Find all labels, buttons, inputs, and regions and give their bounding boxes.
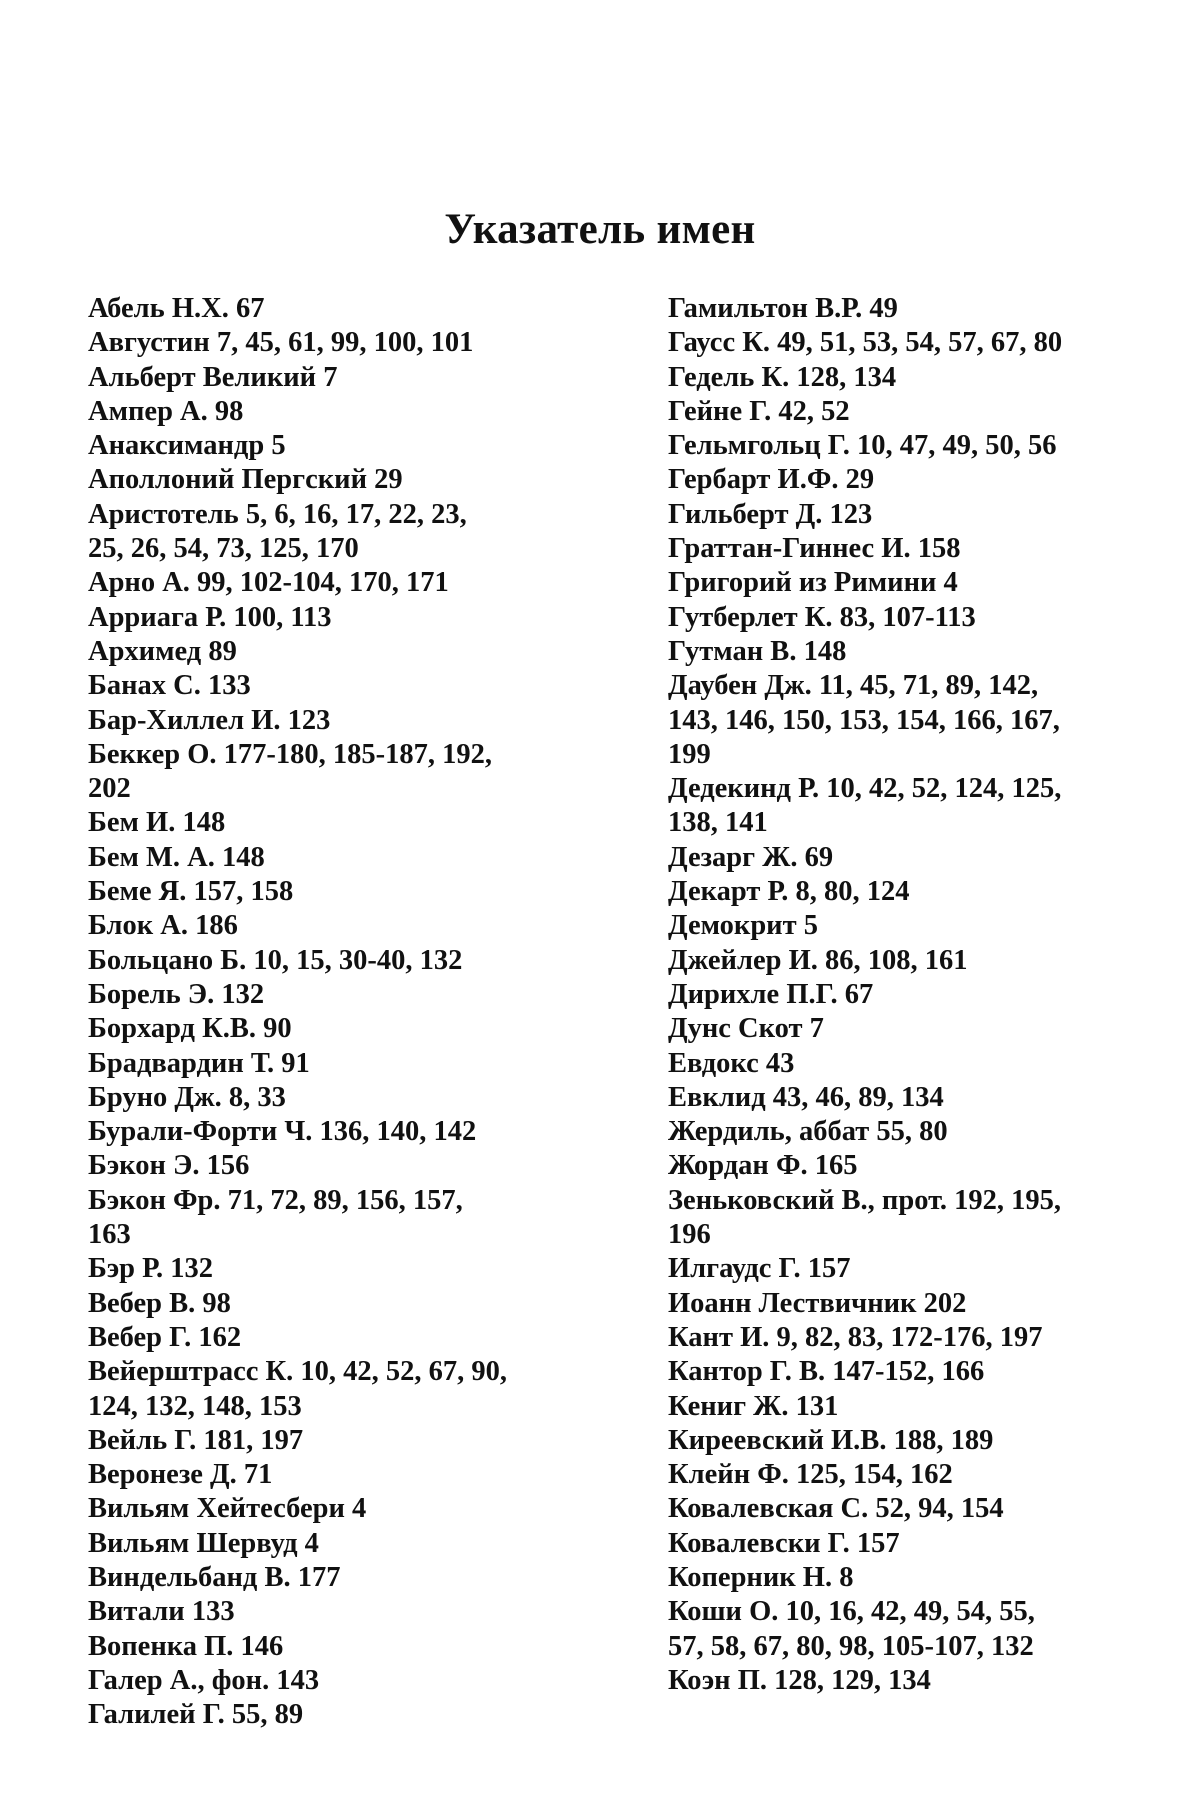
index-entry-line: Гельмгольц Г. 10, 47, 49, 50, 56 (668, 430, 1057, 462)
index-entry (88, 498, 588, 567)
index-entry-line: Гербарт И.Ф. 29 (668, 464, 875, 496)
index-entry-line: Ковалевски Г. 157 (668, 1527, 900, 1559)
index-entry-line: Жердиль, аббат 55, 80 (668, 1116, 948, 1148)
index-entry (88, 669, 588, 703)
index-entry (88, 326, 588, 360)
index-entry-line: Вейль Г. 181, 197 (88, 1424, 304, 1456)
index-entry-line: Ковалевская С. 52, 94, 154 (668, 1493, 1004, 1525)
index-entry-line: Августин 7, 45, 61, 99, 100, 101 (88, 327, 474, 359)
index-entry-line: Дирихле П.Г. 67 (668, 978, 874, 1010)
index-entry-continuation: 163 (88, 1219, 131, 1251)
index-entry-line: Больцано Б. 10, 15, 30-40, 132 (88, 944, 463, 976)
index-entry-line: Брадвардин Т. 91 (88, 1047, 310, 1079)
index-entry (88, 738, 588, 807)
page-title: Указатель имен (444, 206, 756, 253)
index-entry-line: Евдокс 43 (668, 1047, 795, 1079)
index-entry (88, 1492, 588, 1526)
index-entry-line: Арриага Р. 100, 113 (88, 601, 332, 633)
index-entry-line: Аполлоний Пергский 29 (88, 464, 403, 496)
index-entry (668, 909, 1188, 943)
index-entry-line: Бруно Дж. 8, 33 (88, 1081, 286, 1113)
index-entry (668, 1390, 1188, 1424)
index-entry-line: Галер А., фон. 143 (88, 1664, 320, 1696)
index-entry-line: Вильям Шервуд 4 (88, 1527, 319, 1559)
index-entry (88, 601, 588, 635)
index-entry-line: Григорий из Римини 4 (668, 567, 958, 599)
index-entry-line: Коперник Н. 8 (668, 1561, 854, 1593)
index-entry-continuation: 124, 132, 148, 153 (88, 1390, 302, 1422)
index-entry-line: Бем И. 148 (88, 807, 226, 839)
index-entry (668, 1149, 1188, 1183)
index-entry (88, 1184, 588, 1253)
index-entry-line: Дезарг Ж. 69 (668, 841, 834, 873)
index-entry-line: Борхард К.В. 90 (88, 1013, 292, 1045)
index-entry-line: Бэкон Э. 156 (88, 1150, 250, 1182)
index-entry (668, 601, 1188, 635)
index-entry (668, 1115, 1188, 1149)
index-entry-line: Илгаудс Г. 157 (668, 1253, 851, 1285)
index-entry-line: Кениг Ж. 131 (668, 1390, 839, 1422)
index-entry-line: Гильберт Д. 123 (668, 498, 873, 530)
index-entry (668, 875, 1188, 909)
index-entry (88, 1321, 588, 1355)
index-entry (668, 1664, 1188, 1698)
index-entry-continuation: 138, 141 (668, 807, 768, 839)
index-entry-line: Витали 133 (88, 1596, 235, 1628)
index-entry (668, 635, 1188, 669)
index-entry-line: Аристотель 5, 6, 16, 17, 22, 23, (88, 498, 467, 530)
index-entry (88, 1698, 588, 1732)
index-entry (668, 944, 1188, 978)
index-entry (668, 1081, 1188, 1115)
index-entry-line: Даубен Дж. 11, 45, 71, 89, 142, (668, 670, 1039, 702)
index-entry-line: Архимед 89 (88, 635, 237, 667)
index-entry (668, 1184, 1188, 1253)
index-entry-line: Коэн П. 128, 129, 134 (668, 1664, 931, 1696)
index-entry-line: Арно А. 99, 102-104, 170, 171 (88, 567, 449, 599)
index-entry-line: Анаксимандр 5 (88, 430, 286, 462)
index-entry-line: Виндельбанд В. 177 (88, 1561, 341, 1593)
index-entry (668, 429, 1188, 463)
index-entry-line: Зеньковский В., прот. 192, 195, (668, 1184, 1062, 1216)
index-entry-line: Гутман В. 148 (668, 635, 847, 667)
index-entry-line: Гаусс К. 49, 51, 53, 54, 57, 67, 80 (668, 327, 1063, 359)
index-entry-line: Вопенка П. 146 (88, 1630, 284, 1662)
index-entry (88, 1527, 588, 1561)
index-entry-line: Дедекинд Р. 10, 42, 52, 124, 125, (668, 773, 1062, 805)
index-entry (668, 1321, 1188, 1355)
index-entry (88, 909, 588, 943)
index-entry-line: Бэкон Фр. 71, 72, 89, 156, 157, (88, 1184, 463, 1216)
index-entry-line: Абель Н.Х. 67 (88, 293, 265, 324)
index-entry (668, 841, 1188, 875)
index-entry-line: Вильям Хейтесбери 4 (88, 1493, 367, 1525)
index-entry (668, 326, 1188, 360)
index-entry-line: Евклид 43, 46, 89, 134 (668, 1081, 944, 1113)
index-entry (88, 1252, 588, 1286)
index-entry-line: Бем М. А. 148 (88, 841, 265, 873)
index-entry (668, 498, 1188, 532)
index-entry (668, 463, 1188, 497)
index-entry-line: Ампер А. 98 (88, 395, 244, 427)
index-entry-continuation: 199 (668, 738, 711, 770)
index-entry (88, 1287, 588, 1321)
right-column (668, 292, 1188, 1698)
index-entry-line: Дунс Скот 7 (668, 1013, 824, 1045)
index-entry-continuation: 196 (668, 1219, 711, 1251)
index-entry-continuation: 202 (88, 773, 131, 805)
index-entry (88, 1012, 588, 1046)
index-entry (668, 772, 1188, 841)
index-entry-continuation: 143, 146, 150, 153, 154, 166, 167, (668, 704, 1060, 736)
index-entry-line: Бурали-Форти Ч. 136, 140, 142 (88, 1116, 477, 1148)
index-entry (668, 1527, 1188, 1561)
index-entry (668, 292, 1188, 326)
index-entry-line: Гамильтон В.Р. 49 (668, 293, 898, 324)
index-entry-continuation: 57, 58, 67, 80, 98, 105-107, 132 (668, 1630, 1034, 1662)
index-entry (88, 978, 588, 1012)
index-entry-line: Кант И. 9, 82, 83, 172-176, 197 (668, 1321, 1043, 1353)
index-entry-line: Галилей Г. 55, 89 (88, 1699, 304, 1731)
index-entry (88, 292, 588, 326)
index-entry-line: Граттан-Гиннес И. 158 (668, 533, 961, 565)
index-entry (88, 704, 588, 738)
index-entry (88, 944, 588, 978)
index-entry (88, 635, 588, 669)
index-entry (88, 1630, 588, 1664)
index-entry (88, 806, 588, 840)
index-entry (668, 1252, 1188, 1286)
index-entry (88, 1047, 588, 1081)
index-entry (88, 1081, 588, 1115)
index-entry (88, 841, 588, 875)
index-entry (668, 1458, 1188, 1492)
index-entry (88, 566, 588, 600)
index-entry-line: Гедель К. 128, 134 (668, 361, 897, 393)
index-entry-line: Вебер Г. 162 (88, 1321, 242, 1353)
index-entry (668, 669, 1188, 772)
index-entry (668, 1492, 1188, 1526)
index-entry-line: Беме Я. 157, 158 (88, 876, 294, 908)
index-entry-line: Жордан Ф. 165 (668, 1150, 858, 1182)
index-entry-line: Веронезе Д. 71 (88, 1459, 273, 1491)
index-entry (88, 875, 588, 909)
index-entry (88, 395, 588, 429)
index-entry-line: Клейн Ф. 125, 154, 162 (668, 1459, 953, 1491)
index-entry (88, 1561, 588, 1595)
index-entry (668, 361, 1188, 395)
index-entry (88, 1595, 588, 1629)
index-entry-line: Беккер О. 177-180, 185-187, 192, (88, 738, 493, 770)
left-column (88, 292, 588, 1732)
index-entry-line: Борель Э. 132 (88, 978, 265, 1010)
index-entry-line: Блок А. 186 (88, 910, 238, 942)
index-entry-line: Коши О. 10, 16, 42, 49, 54, 55, (668, 1596, 1035, 1628)
index-entry (88, 1115, 588, 1149)
index-entry-line: Гутберлет К. 83, 107-113 (668, 601, 976, 633)
index-entry-line: Бэр Р. 132 (88, 1253, 213, 1285)
index-entry-line: Кантор Г. В. 147-152, 166 (668, 1356, 985, 1388)
index-entry-line: Иоанн Лествичник 202 (668, 1287, 967, 1319)
index-entry (668, 1355, 1188, 1389)
index-entry (88, 361, 588, 395)
index-entry (88, 1664, 588, 1698)
index-entry-line: Бар-Хиллел И. 123 (88, 704, 331, 736)
index-entry (668, 1561, 1188, 1595)
index-entry (88, 1458, 588, 1492)
index-entry (88, 1355, 588, 1424)
index-entry (668, 395, 1188, 429)
index-entry (668, 532, 1188, 566)
index-entry (668, 1012, 1188, 1046)
index-entry (668, 566, 1188, 600)
index-entry-line: Джейлер И. 86, 108, 161 (668, 944, 968, 976)
index-entry-line: Вейерштрасс К. 10, 42, 52, 67, 90, (88, 1356, 508, 1388)
index-entry (668, 1287, 1188, 1321)
index-entry (88, 463, 588, 497)
index-entry-line: Гейне Г. 42, 52 (668, 395, 850, 427)
index-entry (668, 1047, 1188, 1081)
index-entry-line: Вебер В. 98 (88, 1287, 231, 1319)
index-entry-line: Альберт Великий 7 (88, 361, 338, 393)
index-entry (668, 1595, 1188, 1664)
index-entry-line: Банах С. 133 (88, 670, 251, 702)
index-entry (668, 978, 1188, 1012)
index-entry-line: Декарт Р. 8, 80, 124 (668, 876, 910, 908)
index-entry-line: Демокрит 5 (668, 910, 818, 942)
index-entry-continuation: 25, 26, 54, 73, 125, 170 (88, 533, 359, 565)
index-entry (88, 1424, 588, 1458)
index-entry-line: Киреевский И.В. 188, 189 (668, 1424, 994, 1456)
index-entry (88, 429, 588, 463)
index-entry (668, 1424, 1188, 1458)
index-entry (88, 1149, 588, 1183)
